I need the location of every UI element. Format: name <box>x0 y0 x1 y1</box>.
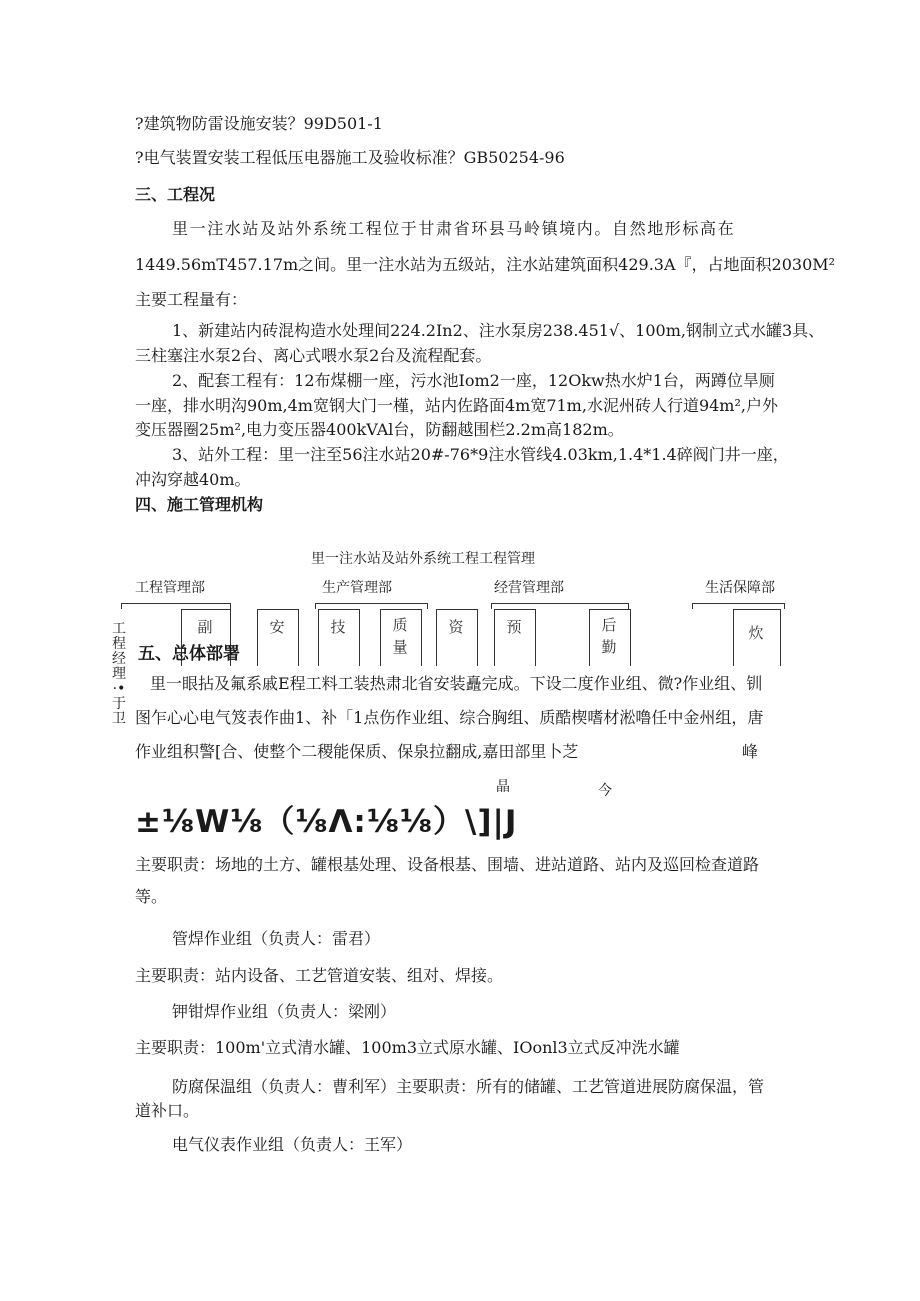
org-box-label: 质量 <box>392 616 408 656</box>
paragraph-line: 变压器圈25m²,电力变压器400kVAl台，防翻越围栏2.2m高182m。 <box>135 420 624 439</box>
paragraph-line: 防腐保温组（负责人：曹利军）主要职责：所有的储罐、工艺管道进展防腐保温，管 <box>172 1077 765 1096</box>
group-heading: 电气仪表作业组（负责人：王军） <box>172 1135 413 1154</box>
org-box-label: 预 <box>506 618 522 636</box>
org-connector <box>121 603 231 604</box>
org-connector <box>315 603 428 604</box>
section-heading: 四、施工管理机构 <box>135 495 264 514</box>
org-box-label: 副 <box>197 618 213 636</box>
reference-line: ?建筑物防雷设施安装？99D501-1 <box>135 114 383 133</box>
reference-line: ?电气装置安装工程低压电器施工及验收标准？GB50254-96 <box>135 148 565 167</box>
org-box-label: 技 <box>330 618 346 636</box>
org-connector <box>491 603 629 604</box>
section-heading: 五、总体部署 <box>138 644 240 664</box>
org-dept: 生产管理部 <box>322 580 392 596</box>
garbled-line: ±⅛W⅛（⅛Λ:⅛⅛）\]|J <box>135 804 518 840</box>
org-box-label: 安 <box>269 618 285 636</box>
org-box-label: 炊 <box>748 624 764 642</box>
org-title: 里一注水站及站外系统工程工程管理 <box>311 551 535 567</box>
org-dept: 生活保障部 <box>705 580 775 596</box>
paragraph-line: 主要工程量有： <box>135 290 248 309</box>
stray-glyph: 晶 <box>496 779 510 795</box>
paragraph-line: 主要职责：100m'立式清水罐、100m3立式原水罐、IOonl3立式反冲洗水罐 <box>135 1038 680 1057</box>
paragraph-line: 等。 <box>135 887 168 906</box>
stray-glyph: 今 <box>598 783 612 799</box>
org-dept: 工程管理部 <box>135 580 205 596</box>
paragraph-line: 2、配套工程有：12布煤棚一座，污水池Iom2一座，12Okw热水炉1台，两蹲位旱厕 <box>172 371 775 390</box>
paragraph-line: 3、站外工程：里一注至56注水站20#-76*9注水管线4.03km,1.4*1.4碎阀门井一座， <box>172 445 789 464</box>
paragraph-line: 一座，排水明沟90m,4m宽钢大门一槿，站内佐路面4m宽71m,水泥州砖人行道94m²,户外 <box>135 396 778 415</box>
paragraph-line: 道补口。 <box>135 1101 200 1120</box>
paragraph-line: 作业组积警[合、使整个二稷能保质、保泉拉翻成,嘉田部里卜芝 <box>135 742 579 761</box>
paragraph-line: 1449.56mT457.17m之间。里一注水站为五级站，注水站建筑面积429.3A『，占地面积2030M² <box>135 255 836 274</box>
paragraph-line: 峰 <box>742 742 759 761</box>
paragraph-line: 里一注水站及站外系统工程位于甘肃省环县马岭镇境内。自然地形标高在 <box>172 219 736 238</box>
paragraph-line: 图乍心心电气笈表作曲1、补「1点伤作业组、综合胸组、质酷楔嗜材淞噜任中金州组，唐 <box>135 708 764 727</box>
paragraph-line: 主要职责：场地的土方、罐根基处理、设备根基、围墙、进站道路、站内及巡回检查道路 <box>135 855 760 874</box>
org-side-label: 工程经理·•于卫 <box>112 621 126 727</box>
paragraph-line: 主要职责：站内设备、工艺管道安装、组对、焊接。 <box>135 966 504 985</box>
org-connector <box>692 603 785 604</box>
paragraph-line: 1、新建站内砖混构造水处理间224.2In2、注水泵房238.451√、100m,钢制立式水罐3具、 <box>172 321 825 340</box>
org-box-label: 资 <box>448 618 464 636</box>
org-dept: 经营管理部 <box>494 580 564 596</box>
paragraph-line: 里一眼拈及氟系戚E程工料工装热肃北省安装矗完成。下设二度作业组、微?作业组、钏 <box>150 674 763 693</box>
group-heading: 钾钳焊作业组（负责人：梁刚） <box>172 1002 397 1021</box>
org-box-label: 后勤 <box>601 616 617 656</box>
group-heading: 管焊作业组（负责人：雷君） <box>172 929 381 948</box>
paragraph-line: 冲沟穿越40m。 <box>135 470 251 489</box>
paragraph-line: 三柱塞注水泵2台、离心式喂水泵2台及流程配套。 <box>135 346 492 365</box>
section-heading: 三、工程况 <box>135 185 216 204</box>
